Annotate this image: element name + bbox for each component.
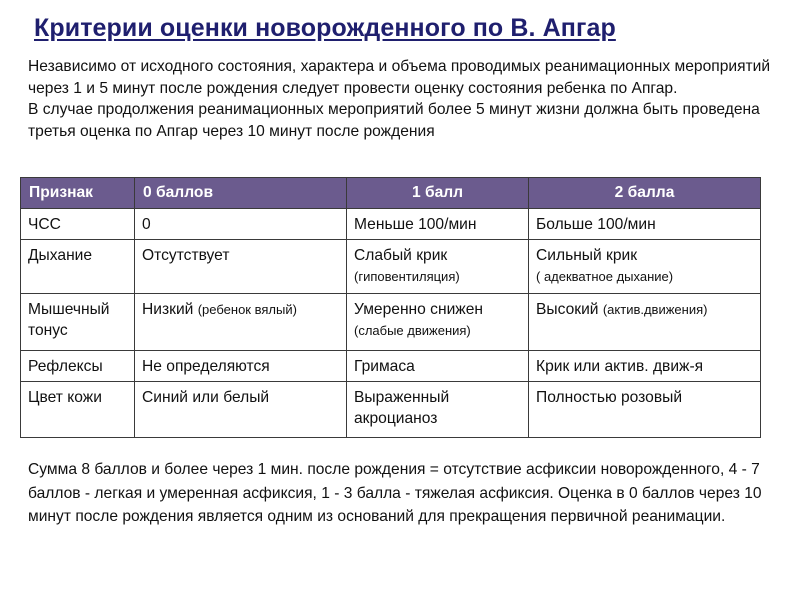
header-sign: Признак [21,178,135,209]
cell-score-0: Синий или белый [135,382,347,438]
cell-score-2: Полностью розовый [529,382,761,438]
cell-score-1: Умеренно снижен (слабые движения) [347,294,529,351]
cell-score-0: Отсутствует [135,240,347,294]
intro-text [28,56,780,142]
cell-sign: Мышечный тонус [21,294,135,351]
intro-paragraph-2: В случае продолжения реанимационных мероприятий более 5 минут жизни должна быть проведена третья оценка по Апгар через 10 минут после рождения [28,101,760,140]
table-row [21,351,761,382]
intro-paragraph-1: Независимо от исходного состояния, характера и объема проводимых реанимационных мероприятий через 1 и 5 минут после рождения следует провести оценку состояния ребенка по Апгар. [28,58,771,97]
cell-sign: Рефлексы [21,351,135,382]
table-row [21,294,761,351]
table-row [21,382,761,438]
header-score-0: 0 баллов [135,178,347,209]
cell-sign: ЧСС [21,209,135,240]
summary-text: Сумма 8 баллов и более через 1 мин. после рождения = отсутствие асфиксии новорожденного, 4 - 7 баллов - легкая и умеренная асфиксия, 1 - 3 балла - тяжелая асфиксия. Оценка в 0 баллов через 10 минут после рождения является одним из оснований для прекращения первичной реанимации. [28,461,762,525]
cell-score-1: Слабый крик (гиповентиляция) [347,240,529,294]
cell-score-2: Высокий (актив.движения) [529,294,761,351]
table-header-row [21,178,761,209]
table-row [21,240,761,294]
header-score-1: 1 балл [347,178,529,209]
cell-score-0: Низкий (ребенок вялый) [135,294,347,351]
apgar-table [20,177,761,438]
table-row [21,209,761,240]
header-score-2: 2 балла [529,178,761,209]
page-title: Критерии оценки новорожденного по В. Апгар [34,14,616,42]
cell-score-2: Сильный крик ( адекватное дыхание) [529,240,761,294]
cell-sign: Дыхание [21,240,135,294]
cell-score-0: Не определяются [135,351,347,382]
cell-score-2: Крик или актив. движ-я [529,351,761,382]
cell-score-1: Гримаса [347,351,529,382]
cell-score-0: 0 [135,209,347,240]
cell-sign: Цвет кожи [21,382,135,438]
cell-score-1: Меньше 100/мин [347,209,529,240]
cell-score-2: Больше 100/мин [529,209,761,240]
cell-score-1: Выраженный акроцианоз [347,382,529,438]
